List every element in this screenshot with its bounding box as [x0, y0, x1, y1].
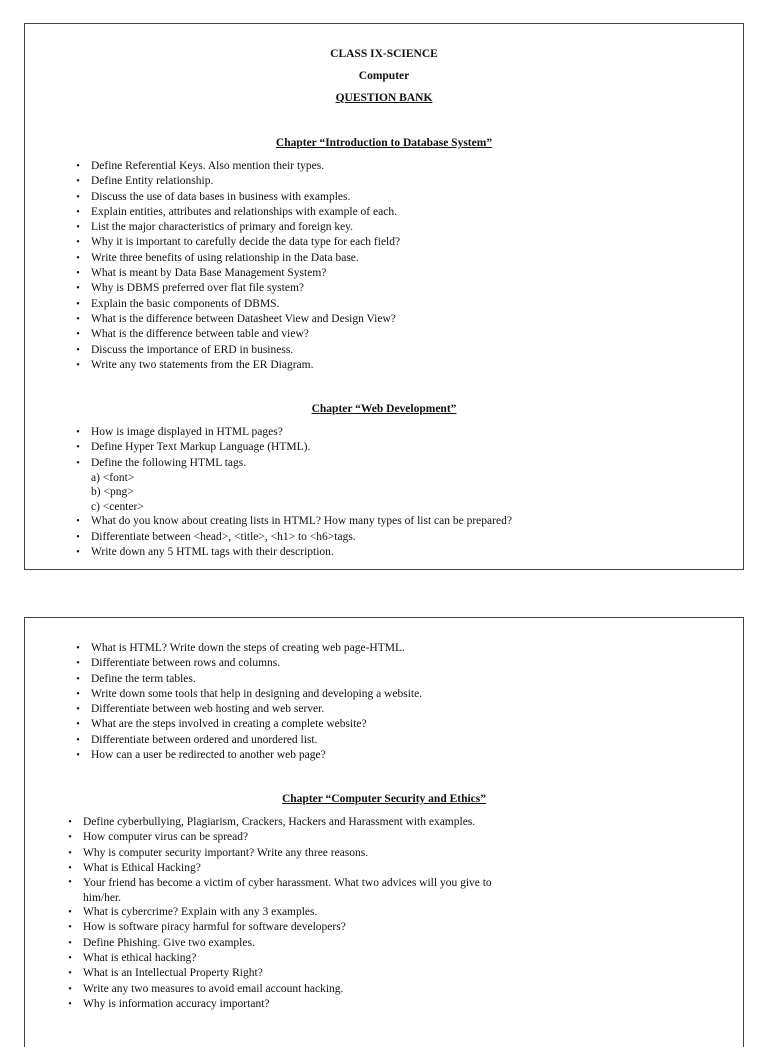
question-item [73, 672, 422, 687]
question-text: Define the term tables. [91, 672, 196, 685]
class-title: CLASS IX-SCIENCE [330, 48, 438, 60]
question-text: Define Entity relationship. [91, 175, 214, 188]
question-text: Define the following HTML tags. [91, 456, 247, 469]
question-item [73, 266, 400, 281]
bullet-icon: • [76, 298, 80, 310]
question-item [65, 966, 503, 981]
bullet-icon: • [76, 688, 80, 700]
bullet-icon: • [68, 983, 72, 995]
bullet-icon: • [68, 907, 72, 919]
question-item [65, 905, 503, 920]
question-text: What is cybercrime? Explain with any 3 examples. [83, 906, 318, 919]
question-item [73, 343, 400, 358]
question-item [73, 702, 422, 717]
question-text: Differentiate between web hosting and web server. [91, 703, 325, 716]
bullet-icon: • [76, 283, 80, 295]
question-text: Define Hyper Text Markup Language (HTML). [91, 441, 311, 454]
bullet-icon: • [76, 252, 80, 264]
question-item [73, 440, 512, 455]
document-page-2 [24, 617, 744, 1047]
question-item [65, 982, 503, 997]
question-item [73, 656, 422, 671]
question-item [73, 205, 400, 220]
question-text: Differentiate between <head>, <title>, <h1> to <h6>tags. [91, 530, 356, 543]
document-page-1 [24, 23, 744, 570]
question-text: Differentiate between ordered and unordered list. [91, 733, 318, 746]
question-text: Write down any 5 HTML tags with their description. [91, 545, 334, 558]
chapter-heading-database: Chapter “Introduction to Database System” [275, 137, 493, 149]
question-text: How can a user be redirected to another web page? [91, 749, 326, 762]
question-list-security [65, 815, 503, 1012]
bullet-icon: • [68, 847, 72, 859]
question-item [73, 251, 400, 266]
bullet-icon: • [76, 750, 80, 762]
sub-list-item: c) <center> [91, 500, 144, 513]
bullet-icon: • [76, 176, 80, 188]
bullet-icon: • [68, 862, 72, 874]
sub-item-group [73, 471, 512, 515]
question-text: What is the difference between Datasheet View and Design View? [91, 312, 396, 325]
bullet-icon: • [76, 658, 80, 670]
bullet-icon: • [68, 998, 72, 1010]
question-text: What are the steps involved in creating a complete website? [91, 718, 367, 731]
question-item [73, 358, 400, 373]
question-item [73, 545, 512, 560]
bullet-icon: • [76, 427, 80, 438]
question-item [73, 190, 400, 205]
question-item [73, 174, 400, 189]
question-item [73, 687, 422, 702]
bullet-icon: • [76, 344, 80, 356]
question-text: What is Ethical Hacking? [83, 861, 201, 874]
question-text: Define Phishing. Give two examples. [83, 936, 255, 949]
question-text: What is an Intellectual Property Right? [83, 967, 263, 980]
question-item [73, 425, 512, 440]
question-item [65, 815, 503, 830]
bullet-icon: • [76, 222, 80, 234]
bullet-icon: • [68, 937, 72, 949]
bullet-icon: • [76, 161, 80, 172]
question-item [65, 951, 503, 966]
question-item [73, 297, 400, 312]
chapter-heading-web: Chapter “Web Development” [311, 403, 457, 415]
question-text: What is meant by Data Base Management System? [91, 267, 327, 280]
question-item [65, 830, 503, 845]
question-item [65, 920, 503, 935]
question-item [65, 846, 503, 861]
question-item [73, 748, 422, 763]
question-text: Define Referential Keys. Also mention their types. [91, 160, 325, 172]
question-text: List the major characteristics of primary and foreign key. [91, 221, 354, 234]
question-item [73, 281, 400, 296]
bullet-icon: • [76, 313, 80, 325]
bullet-icon: • [76, 442, 80, 454]
question-text: What is HTML? Write down the steps of creating web page-HTML. [91, 642, 405, 654]
question-text: Explain entities, attributes and relationships with example of each. [91, 205, 397, 218]
question-item [73, 159, 400, 174]
question-item [65, 936, 503, 951]
question-item [65, 861, 503, 876]
bullet-icon: • [76, 643, 80, 654]
question-text: How is software piracy harmful for software developers? [83, 921, 346, 934]
bullet-icon: • [76, 704, 80, 716]
subject-title: Computer [358, 70, 410, 82]
bullet-icon: • [76, 516, 80, 528]
question-item [65, 876, 503, 905]
bullet-icon: • [76, 546, 80, 558]
bullet-icon: • [68, 968, 72, 980]
bullet-icon: • [76, 237, 80, 249]
question-text: Discuss the importance of ERD in business. [91, 343, 294, 356]
bullet-icon: • [76, 268, 80, 280]
question-item [73, 220, 400, 235]
question-list-web-continued [73, 641, 422, 763]
bullet-icon: • [76, 329, 80, 341]
question-item [73, 327, 400, 342]
question-list-database [73, 159, 400, 373]
question-item [73, 235, 400, 250]
question-bank-title: QUESTION BANK [335, 92, 433, 104]
question-text: Why it is important to carefully decide the data type for each field? [91, 236, 401, 249]
question-text: Define cyberbullying, Plagiarism, Crackers, Hackers and Harassment with examples. [83, 816, 476, 828]
question-item [73, 514, 512, 529]
html-tag-sublist [73, 471, 512, 515]
sub-list-item: a) <font> [91, 471, 135, 484]
question-text: Your friend has become a victim of cyber harassment. What two advices will you give to him/her. [83, 877, 492, 904]
bullet-icon: • [76, 734, 80, 746]
question-item [65, 997, 503, 1012]
question-text: Write any two statements from the ER Diagram. [91, 358, 314, 371]
question-text: What is the difference between table and view? [91, 328, 309, 341]
question-text: Explain the basic components of DBMS. [91, 297, 280, 310]
question-item [73, 733, 422, 748]
question-list-web [73, 425, 512, 560]
question-text: How computer virus can be spread? [83, 831, 249, 844]
bullet-icon: • [68, 817, 72, 828]
question-item [73, 530, 512, 545]
question-text: How is image displayed in HTML pages? [91, 426, 283, 438]
question-text: Write down some tools that help in designing and developing a website. [91, 687, 423, 700]
bullet-icon: • [76, 359, 80, 371]
question-item [73, 641, 422, 656]
bullet-icon: • [76, 191, 80, 203]
bullet-icon: • [68, 832, 72, 844]
bullet-icon: • [76, 457, 80, 469]
bullet-icon: • [76, 206, 80, 218]
question-text: Why is computer security important? Write any three reasons. [83, 846, 369, 859]
question-text: Why is DBMS preferred over flat file system? [91, 282, 305, 295]
bullet-icon: • [76, 673, 80, 685]
bullet-icon: • [68, 877, 72, 889]
question-item [73, 312, 400, 327]
bullet-icon: • [68, 922, 72, 934]
bullet-icon: • [76, 719, 80, 731]
question-text: What do you know about creating lists in HTML? How many types of list can be prepared? [91, 515, 512, 528]
question-item [73, 717, 422, 732]
question-text: Write any two measures to avoid email account hacking. [83, 982, 344, 995]
question-text: Discuss the use of data bases in business with examples. [91, 190, 351, 203]
chapter-heading-security: Chapter “Computer Security and Ethics” [281, 793, 487, 805]
question-text: Write three benefits of using relationship in the Data base. [91, 251, 359, 264]
question-text: Why is information accuracy important? [83, 997, 270, 1010]
bullet-icon: • [76, 531, 80, 543]
sub-list-item: b) <png> [91, 486, 134, 499]
question-text: What is ethical hacking? [83, 952, 197, 965]
question-item [73, 456, 512, 471]
question-text: Differentiate between rows and columns. [91, 657, 281, 670]
bullet-icon: • [68, 953, 72, 965]
